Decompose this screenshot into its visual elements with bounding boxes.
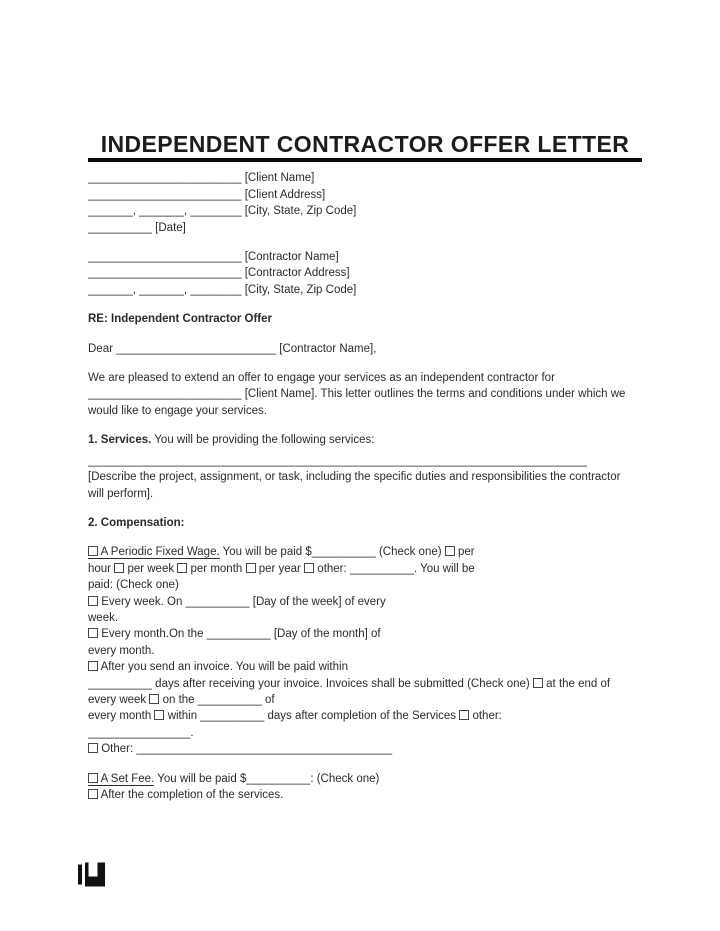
option-label: other: <box>472 710 502 723</box>
option-title: A Periodic Fixed Wage. <box>100 546 220 559</box>
checkbox-icon <box>114 563 124 573</box>
fill-in-blank: __________ <box>200 710 265 723</box>
option-label: per year <box>258 562 301 575</box>
checkbox-icon <box>88 596 98 606</box>
letter-text: Dear <box>88 342 113 355</box>
option-label: per month <box>190 562 243 575</box>
compensation-heading-block <box>88 515 642 531</box>
letter-text: days after completion of the Services <box>267 710 457 723</box>
form-line <box>88 220 642 236</box>
fill-in-blank: __________ <box>349 562 414 575</box>
option-label: Other: <box>101 743 134 756</box>
field-label: [City, State, Zip Code] <box>244 205 357 218</box>
option-label: other: <box>317 562 347 575</box>
fill-in-blank: ________________________________________ <box>136 743 393 756</box>
set-fee-option <box>88 773 154 786</box>
checkbox-icon <box>246 563 256 573</box>
form-line <box>88 708 642 724</box>
section-heading: 2. Compensation: <box>88 516 185 529</box>
checkbox-icon <box>88 546 98 556</box>
form-line <box>88 692 642 708</box>
form-line <box>88 249 642 265</box>
field-label: [Contractor Name], <box>279 342 377 355</box>
option-label: at the end of <box>546 677 611 690</box>
letter-text: : (Check one) <box>310 772 380 785</box>
fill-in-blank: ________________________ <box>88 388 242 401</box>
form-line <box>88 386 642 402</box>
periodic-wage-option <box>88 546 220 559</box>
fill-in-blank: __________ <box>197 693 262 706</box>
form-line <box>88 676 642 692</box>
checkbox-icon <box>154 710 164 720</box>
letter-text: every week <box>88 693 147 706</box>
letter-text: every month <box>88 710 152 723</box>
form-line <box>88 282 642 298</box>
services-section <box>88 432 642 502</box>
checkbox-icon <box>88 661 98 671</box>
field-label: [Date] <box>155 221 186 234</box>
option-label: per week <box>127 562 175 575</box>
form-line <box>88 265 642 281</box>
checkbox-icon <box>445 546 455 556</box>
fill-in-blank: ________________________ <box>88 172 242 185</box>
checkbox-icon <box>88 789 98 799</box>
form-line <box>88 771 642 787</box>
checkbox-icon <box>304 563 314 573</box>
fill-in-blank: _______, _______, ________ <box>88 205 242 218</box>
letter-text: paid: (Check one) <box>88 579 179 592</box>
letter-text: (Check one) <box>378 546 442 559</box>
fill-in-blank: ________________________ <box>88 267 242 280</box>
form-line <box>88 544 642 560</box>
option-label: hour <box>88 562 112 575</box>
letter-text: [Client Name]. This letter outlines the terms and conditions under which we <box>244 388 626 401</box>
fill-in-blank: __________ <box>206 628 271 641</box>
letter-text: You will be paid $ <box>157 772 247 785</box>
field-label: [Contractor Address] <box>244 267 350 280</box>
set-fee-block <box>88 771 642 804</box>
checkbox-icon <box>459 710 469 720</box>
checkbox-icon <box>88 628 98 638</box>
intro-paragraph <box>88 370 642 419</box>
option-label: Every month.On the <box>101 628 204 641</box>
fill-in-blank: __________ <box>88 221 152 234</box>
letter-text: would like to engage your services. <box>88 404 267 417</box>
option-label: After the completion of the services. <box>100 789 284 801</box>
fill-in-blank: __________ <box>246 772 311 785</box>
checkbox-icon <box>149 694 159 704</box>
letter-text: week. <box>88 611 119 624</box>
field-label: [Day of the week] of every <box>252 595 386 608</box>
contractor-address-block <box>88 249 642 298</box>
option-label: on the <box>162 693 195 706</box>
fill-in-blank: ________________________ <box>88 251 242 264</box>
field-label: [Client Name] <box>244 172 315 185</box>
field-label: [City, State, Zip Code] <box>244 283 357 296</box>
fill-in-blank: _________________________ <box>116 342 277 355</box>
checkbox-icon <box>533 678 543 688</box>
fill-in-blank-line: ______________________________________________________________________________ <box>88 454 587 467</box>
client-address-block <box>88 170 642 236</box>
page-title: INDEPENDENT CONTRACTOR OFFER LETTER <box>88 136 642 162</box>
form-line <box>88 187 642 203</box>
letter-text: . You will be <box>413 562 475 575</box>
fill-in-blank: _______, _______, ________ <box>88 283 242 296</box>
letter-text: You will be providing the following services: <box>154 434 375 447</box>
form-line <box>88 170 642 186</box>
checkbox-icon <box>88 773 98 783</box>
form-line <box>88 626 642 642</box>
form-line <box>88 741 642 757</box>
fill-in-blank: ________________________ <box>88 188 242 201</box>
letter-text: will perform]. <box>88 487 154 500</box>
section-heading: 1. Services. <box>88 434 152 447</box>
field-label: [Day of the month] of <box>273 628 381 641</box>
periodic-fixed-wage-block <box>88 544 642 757</box>
form-line <box>88 594 642 610</box>
checkbox-icon <box>177 563 187 573</box>
option-label: Every week. On <box>101 595 183 608</box>
field-label: [Client Address] <box>244 188 326 201</box>
letter-text: days after receiving your invoice. Invoices shall be submitted (Check one) <box>155 677 530 690</box>
fill-in-blank: __________ <box>311 546 376 559</box>
form-line <box>88 561 642 577</box>
letter-text: You will be paid $ <box>222 546 312 559</box>
option-label: within <box>167 710 198 723</box>
option-title: A Set Fee. <box>100 772 155 785</box>
section-heading-line <box>88 432 642 448</box>
letter-text: We are pleased to extend an offer to engage your services as an independent contractor for <box>88 372 555 385</box>
option-label: per <box>457 546 475 559</box>
letter-text: every month. <box>88 644 155 657</box>
re-subject-block <box>88 311 642 327</box>
letter-text: [Describe the project, assignment, or task, including the specific duties and responsibilities the contractor <box>88 471 621 484</box>
field-label: [Contractor Name] <box>244 251 339 264</box>
fill-in-blank-line: ________________. <box>88 726 194 739</box>
legaltemplates-logo-icon <box>78 862 105 887</box>
checkbox-icon <box>88 743 98 753</box>
fill-in-blank: __________ <box>185 595 250 608</box>
fill-in-blank: __________ <box>88 677 152 690</box>
salutation-block <box>88 341 642 357</box>
form-line <box>88 203 642 219</box>
form-line <box>88 659 642 675</box>
salutation-line <box>88 341 642 357</box>
re-subject-line: RE: Independent Contractor Offer <box>88 313 273 326</box>
letter-text: of <box>264 693 275 706</box>
option-label: After you send an invoice. You will be paid within <box>100 661 348 674</box>
form-line <box>88 787 642 803</box>
